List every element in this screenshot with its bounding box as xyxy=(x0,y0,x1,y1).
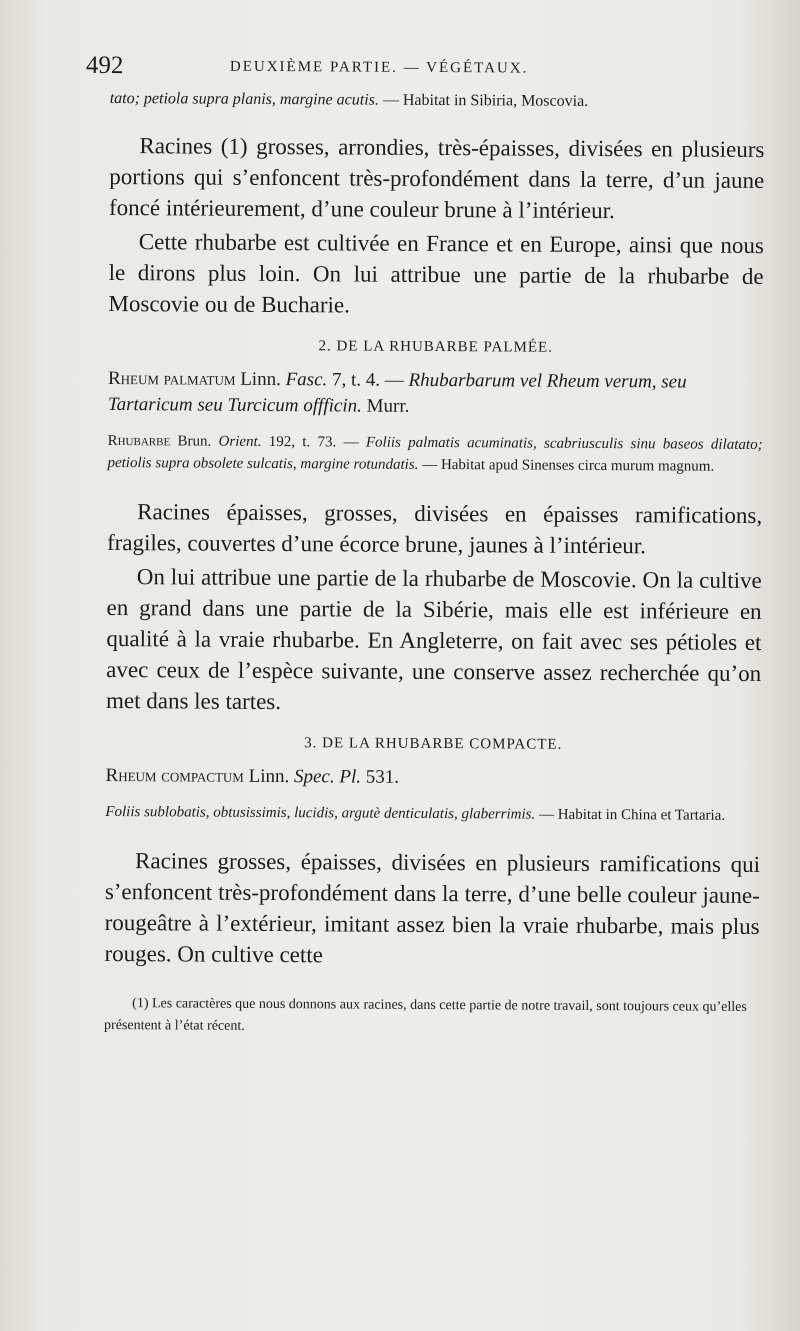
paragraph-culture-2: On lui attribue une partie de la rhubarbe de Moscovie. On la cultive en grand dans une partie de la Sibérie, mais elle est inférieure en qualité à la vraie rhubarbe. En Angleterre, on fait avec ses pétioles et avec ceux de l’espèce suivante, une conserve assez recherchée qu’on met dans les tartes. xyxy=(105,564,762,715)
latin-description: Foliis sublobatis, obtusissimis, lucidis, argutè denticulatis, glaberrimis. xyxy=(105,803,536,823)
section-heading-rhubarbe-compacte: 3. DE LA RHUBARBE COMPACTE. xyxy=(304,735,563,753)
species-ref-num: 7, t. 4. — xyxy=(327,369,409,391)
latin-description-compactum xyxy=(105,801,760,827)
paragraph-culture-1: Cette rhubarbe est cultivée en France et en Europe, ainsi que nous le dirons plus loin. On lui attribue une partie de la rhubarbe de Moscovie ou de Bucharie. xyxy=(108,229,764,318)
footnote: (1) Les caractères que nous donnons aux racines, dans cette partie de notre travail, sont toujours ceux qu’elles présentent à l’état récent. xyxy=(104,996,747,1034)
synonym-habitat: — Habitat apud Sinenses circa murum magnum. xyxy=(418,456,715,475)
species-rheum-compactum xyxy=(105,763,760,793)
section-heading-rhubarbe-palmee: 2. DE LA RHUBARBE PALMÉE. xyxy=(318,338,553,356)
synonym-ref-c: 192, t. 73. — xyxy=(261,433,366,451)
synonym-ref-b: Orient. xyxy=(218,433,262,450)
species-murr: Murr. xyxy=(361,395,410,417)
paragraph-racines-1: Racines (1) grosses, arrondies, très-épaisses, divisées en plusieurs portions qui s’enfoncent très-profondément dans la terre, d’un jaune foncé intérieurement, d’une couleur brune à l’intérieur. xyxy=(108,133,765,224)
species-synonym: Rhubarbarum vel Rheum verum, seu Tartaricum seu Turcicum offficin. xyxy=(107,369,687,417)
habitat-text: — Habitat in China et Tartaria. xyxy=(535,806,726,824)
running-head xyxy=(85,51,765,92)
synonym-name: Rhubarbe xyxy=(107,432,171,450)
species-ref: Fasc. xyxy=(285,369,328,391)
species-name: Rheum compactum xyxy=(105,764,244,787)
species-ref-num: 531. xyxy=(360,766,400,788)
running-title: DEUXIÈME PARTIE. — VÉGÉTAUX. xyxy=(229,58,529,77)
species-rheum-palmatum xyxy=(108,366,763,422)
synonym-rhubarbe-brun xyxy=(107,430,762,478)
species-name: Rheum palmatum xyxy=(107,367,236,390)
paragraph-racines-3: Racines grosses, épaisses, divisées en plusieurs ramifications qui s’enfoncent très-profondément dans la terre, d’une belle couleur jaune-rougeâtre à l’extérieur, imitant assez bien la vraie rhubarbe, mais plus rouges. On cultive cette xyxy=(104,848,761,968)
species-author: Linn. xyxy=(243,765,295,788)
paragraph-racines-2: Racines épaisses, grosses, divisées en épaisses ramifications, fragiles, couvertes d’une écorce brune, jaunes à l’intérieur. xyxy=(106,499,763,559)
page-number: 492 xyxy=(85,51,124,80)
species-author: Linn. xyxy=(235,368,286,391)
synonym-ref-a: Brun. xyxy=(170,433,219,450)
intro-habitat: — Habitat in Sibiria, Moscovia. xyxy=(378,91,589,110)
species-ref: Spec. Pl. xyxy=(293,766,362,788)
intro-latin: tato; petiola supra planis, margine acutis. xyxy=(109,89,379,109)
intro-latin-line xyxy=(110,88,765,114)
synonym-latin: Foliis palmatis acuminatis, scabriusculis sinu baseos dilatato; petiolis supra obsolete sulcatis, margine rotundatis. xyxy=(107,434,763,473)
page-content xyxy=(85,51,765,1055)
